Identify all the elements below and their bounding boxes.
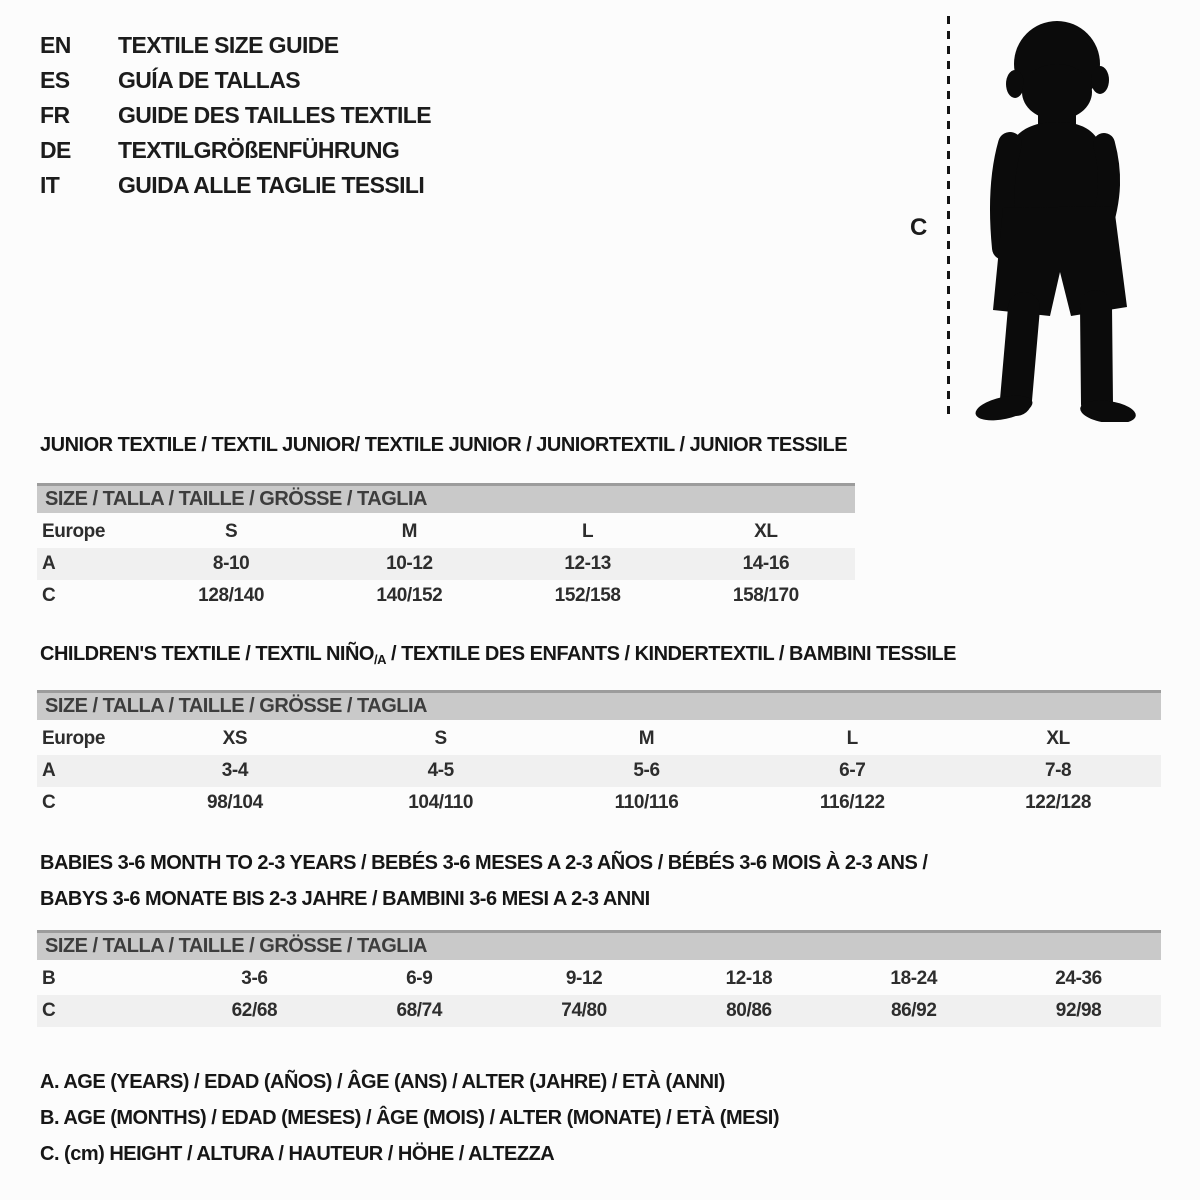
cell-value: 7-8: [1044, 760, 1072, 781]
cell-value: 24-36: [1055, 968, 1102, 989]
cell-value: 6-9: [406, 968, 433, 989]
legend-line-b: B. AGE (MONTHS) / EDAD (MESES) / ÂGE (MOIS) / ALTER (MONATE) / ETÀ (MESI): [40, 1107, 780, 1129]
cell-value: 80/86: [726, 1000, 772, 1021]
table-row-age: [37, 755, 1161, 787]
cell-value: 98/104: [207, 792, 263, 813]
table-row-columns: [37, 516, 855, 548]
column-header: M: [401, 521, 418, 542]
cell-value: 14-16: [742, 553, 790, 574]
children-size-table: [37, 690, 1161, 819]
row-label: C: [42, 792, 56, 813]
row-label: C: [42, 1000, 56, 1021]
table-row-height: [37, 995, 1161, 1027]
column-header: S: [224, 521, 238, 542]
row-label: C: [42, 585, 56, 606]
cell-value: 10-12: [386, 553, 433, 574]
babies-title-line2: BABYS 3-6 MONATE BIS 2-3 JAHRE / BAMBINI 3-6 MESI A 2-3 ANNI: [40, 888, 650, 910]
row-label: B: [42, 968, 56, 989]
row-label: A: [42, 553, 56, 574]
language-code: ES: [40, 67, 70, 93]
children-title-text: / TEXTILE DES ENFANTS / KINDERTEXTIL / BAMBINI TESSILE: [385, 643, 956, 665]
row-label: A: [42, 760, 56, 781]
legend-line-a: A. AGE (YEARS) / EDAD (AÑOS) / ÂGE (ANS) / ALTER (JAHRE) / ETÀ (ANNI): [40, 1071, 725, 1093]
table-row-height: [37, 580, 855, 612]
cell-value: 4-5: [427, 760, 454, 781]
language-code: EN: [40, 32, 71, 58]
cell-value: 8-10: [212, 553, 250, 574]
language-title: GUÍA DE TALLAS: [118, 67, 300, 93]
cell-value: 3-4: [221, 760, 249, 781]
cell-value: 92/98: [1055, 1000, 1102, 1021]
size-header-band: SIZE / TALLA / TAILLE / GRÖSSE / TAGLIA: [37, 483, 855, 513]
babies-section-title: [40, 845, 927, 917]
cell-value: 104/110: [408, 792, 474, 813]
cell-value: 116/122: [819, 792, 885, 813]
language-title-list: [40, 28, 431, 203]
cell-value: 158/170: [732, 585, 799, 606]
legend: [40, 1064, 779, 1172]
size-header-band: SIZE / TALLA / TAILLE / GRÖSSE / TAGLIA: [37, 690, 1161, 720]
language-code: FR: [40, 102, 70, 128]
language-row-es: [40, 63, 431, 98]
language-title: GUIDA ALLE TAGLIE TESSILI: [118, 172, 425, 198]
language-title: TEXTILGRÖßENFÜHRUNG: [118, 137, 400, 163]
language-row-de: [40, 133, 431, 168]
cell-value: 18-24: [890, 968, 938, 989]
cell-value: 110/116: [614, 792, 679, 813]
cell-value: 62/68: [231, 1000, 278, 1021]
cell-value: 3-6: [241, 968, 268, 989]
language-code: DE: [40, 137, 71, 163]
height-measure-label: C: [910, 214, 928, 241]
language-code: IT: [40, 172, 60, 198]
table-row-months: [37, 963, 1161, 995]
cell-value: 86/92: [890, 1000, 937, 1021]
cell-value: 12-18: [725, 968, 773, 989]
column-header: XS: [222, 728, 248, 749]
size-header-band: SIZE / TALLA / TAILLE / GRÖSSE / TAGLIA: [37, 930, 1161, 960]
column-label: Europe: [42, 728, 106, 749]
language-row-en: [40, 28, 431, 63]
cell-value: 68/74: [396, 1000, 443, 1021]
column-header: XL: [754, 521, 778, 542]
cell-value: 128/140: [198, 585, 265, 606]
cell-value: 12-13: [564, 553, 611, 574]
table-row-age: [37, 548, 855, 580]
children-title-text: CHILDREN'S TEXTILE / TEXTIL NIÑO: [40, 643, 374, 665]
column-header: L: [582, 521, 594, 542]
cell-value: 122/128: [1025, 792, 1092, 813]
babies-size-table: [37, 930, 1161, 1027]
cell-value: 152/158: [554, 585, 621, 606]
table-row-height: [37, 787, 1161, 819]
cell-value: 6-7: [839, 760, 866, 781]
language-title: TEXTILE SIZE GUIDE: [118, 32, 339, 58]
column-header: XL: [1046, 728, 1070, 749]
cell-value: 9-12: [565, 968, 603, 989]
children-title-subscript: /A: [373, 652, 386, 667]
language-row-fr: [40, 98, 431, 133]
column-header: S: [434, 728, 447, 749]
children-section-title: [40, 643, 956, 667]
table-row-columns: [37, 723, 1161, 755]
legend-line-c: C. (cm) HEIGHT / ALTURA / HAUTEUR / HÖHE / ALTEZZA: [40, 1143, 555, 1165]
language-row-it: [40, 168, 431, 203]
height-measure-dashed-line: [947, 16, 950, 416]
junior-section-title: JUNIOR TEXTILE / TEXTIL JUNIOR/ TEXTILE JUNIOR / JUNIORTEXTIL / JUNIOR TESSILE: [40, 434, 848, 456]
cell-value: 5-6: [633, 760, 660, 781]
column-header: M: [638, 728, 655, 749]
toddler-silhouette-image: [958, 12, 1148, 422]
babies-title-line1: BABIES 3-6 MONTH TO 2-3 YEARS / BEBÉS 3-6 MESES A 2-3 AÑOS / BÉBÉS 3-6 MOIS À 2-3 ANS /: [40, 852, 928, 874]
column-header: L: [846, 728, 858, 749]
column-label: Europe: [42, 521, 106, 542]
cell-value: 74/80: [561, 1000, 607, 1021]
cell-value: 140/152: [376, 585, 443, 606]
junior-size-table: [37, 483, 855, 612]
language-title: GUIDE DES TAILLES TEXTILE: [118, 102, 431, 128]
